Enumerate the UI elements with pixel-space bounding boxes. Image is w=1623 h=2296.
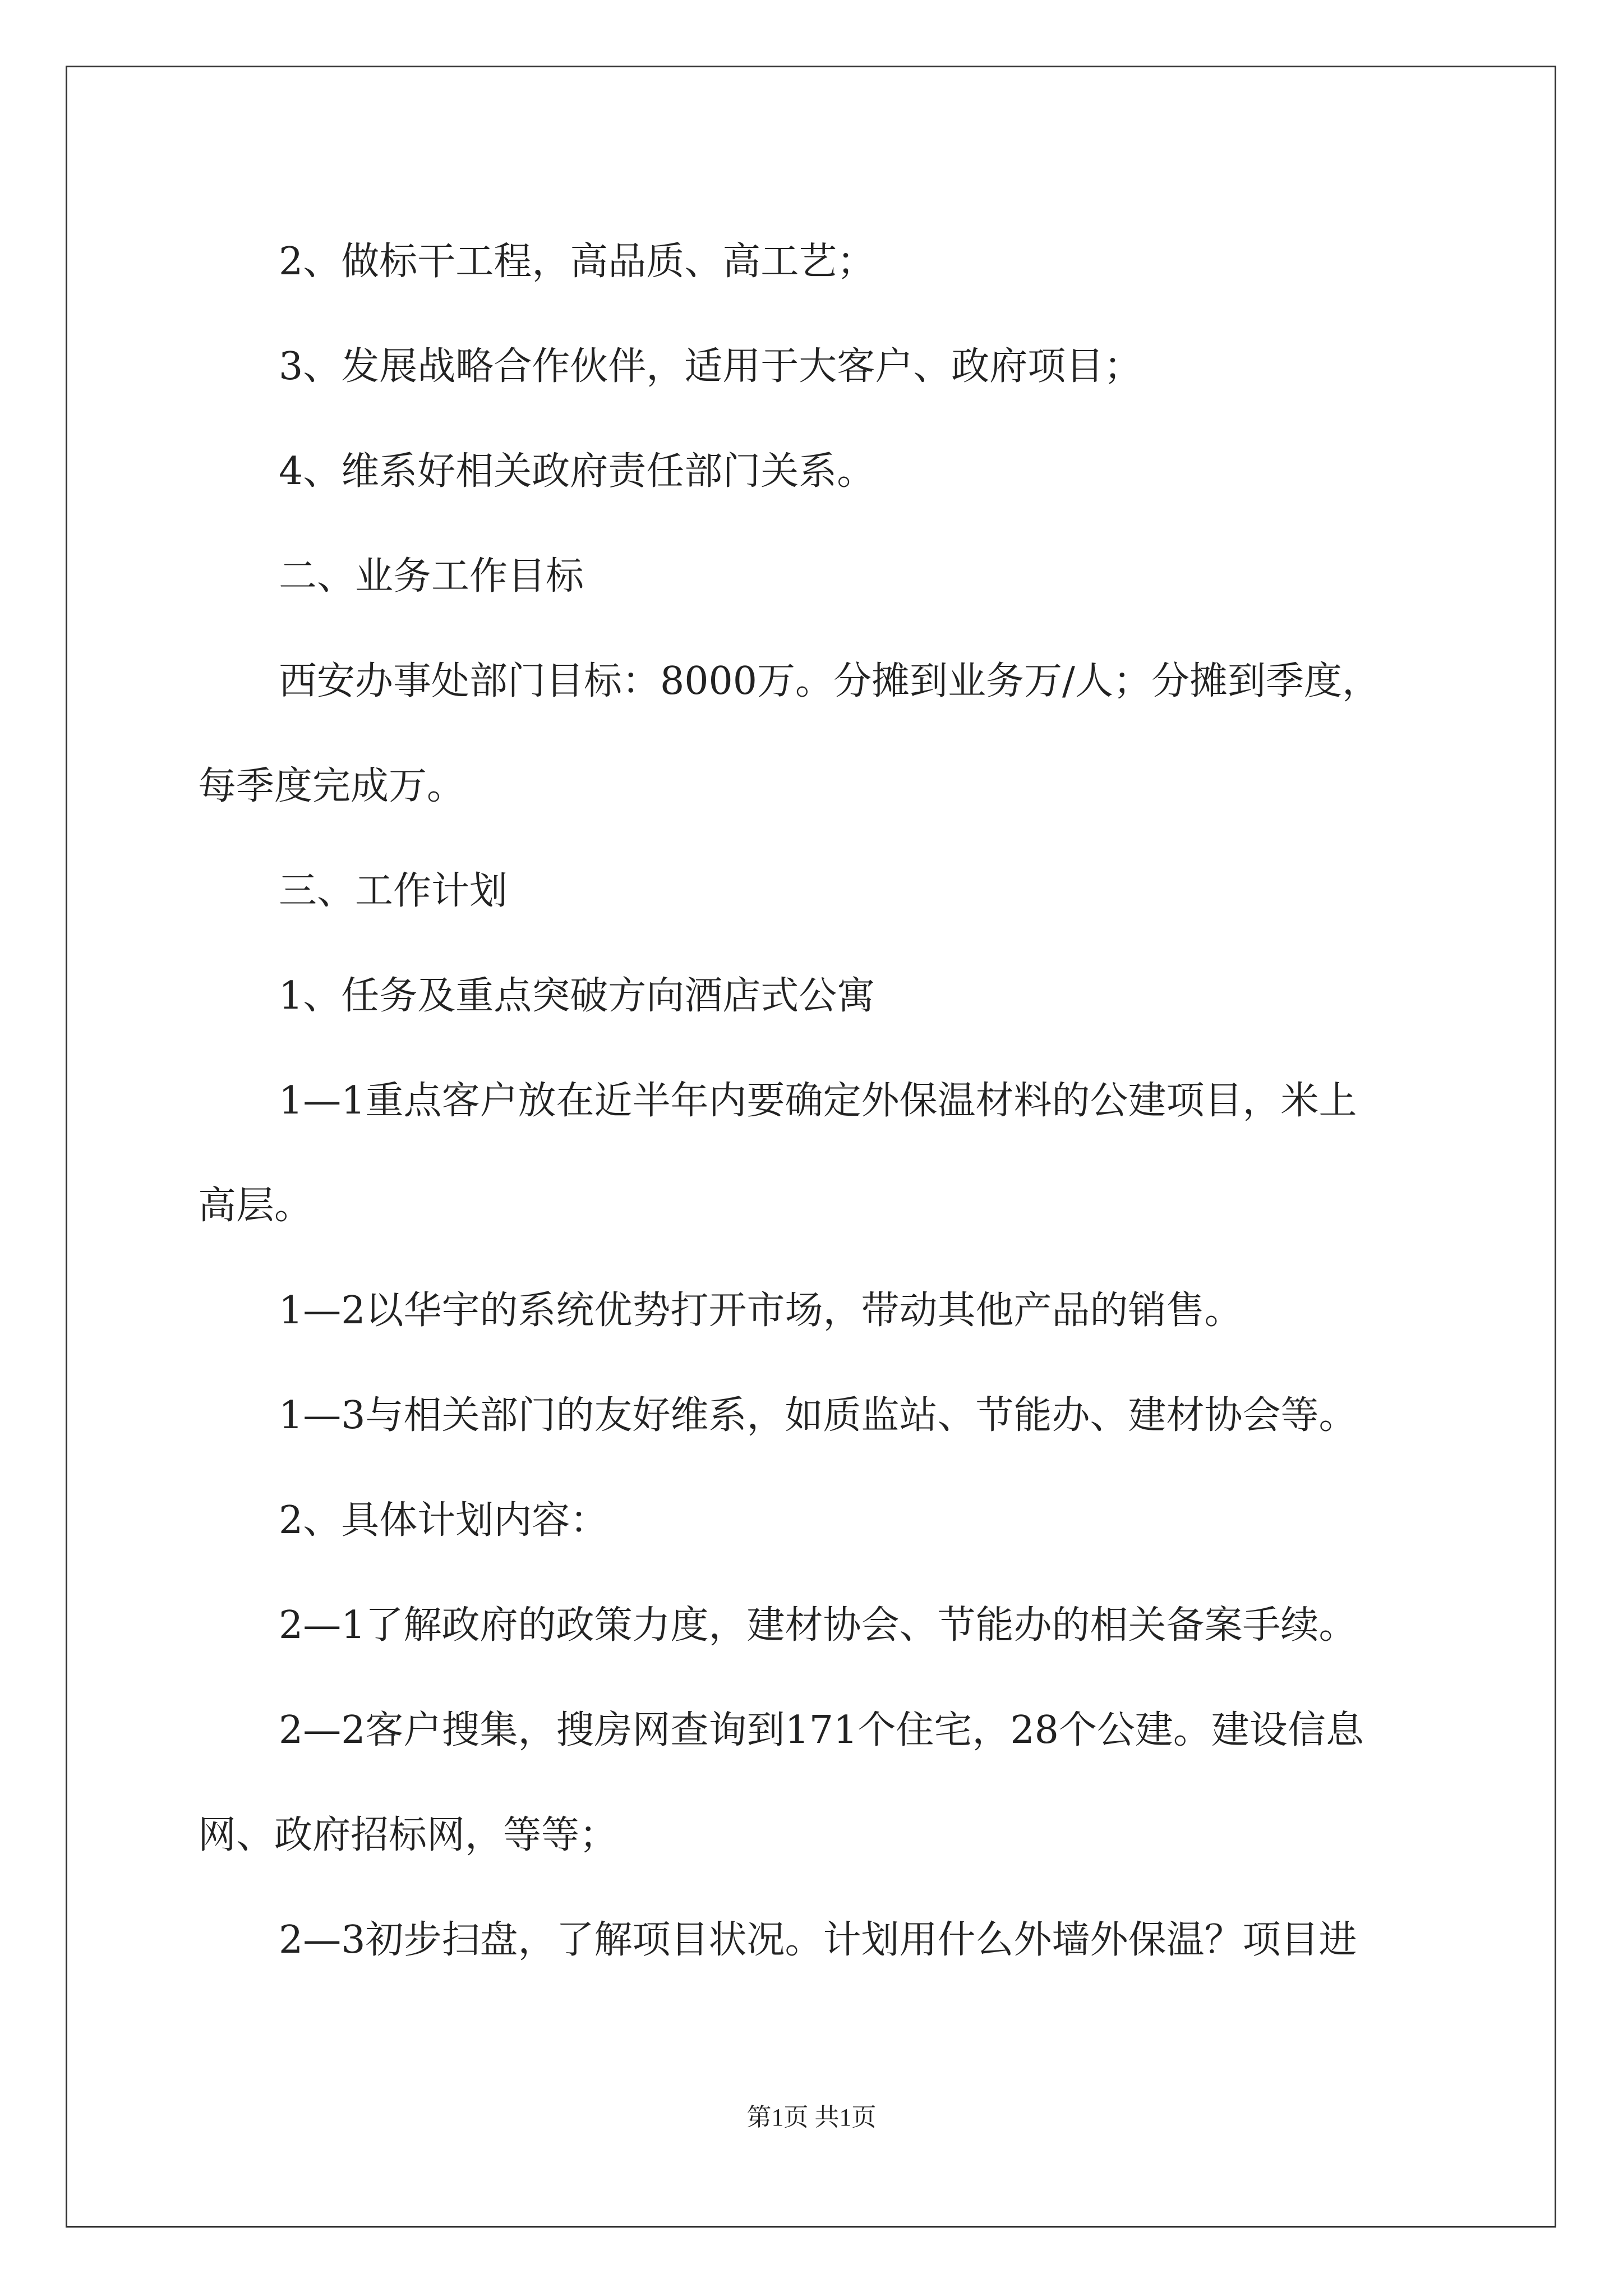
paragraph-1-2: 1—2以华宇的系统优势打开市场，带动其他产品的销售。: [279, 1289, 1243, 1333]
paragraph-2-3: 2—3初步扫盘，了解项目状况。计划用什么外墙外保温？项目进: [279, 1918, 1357, 1962]
paragraph-1-1-continued: 高层。: [198, 1184, 313, 1228]
paragraph-2-2: 2—2客户搜集，搜房网查询到171个住宅，28个公建。建设信息: [279, 1708, 1364, 1752]
section-heading-2: 二、业务工作目标: [279, 554, 584, 599]
page-number-footer: 第1页 共1页: [746, 2104, 877, 2131]
paragraph-1-1: 1—1重点客户放在近半年内要确定外保温材料的公建项目，米上: [279, 1079, 1357, 1123]
paragraph-plan: 2、具体计划内容：: [279, 1498, 608, 1543]
paragraph-goal: 西安办事处部门目标：8000万。分摊到业务万/人；分摊到季度，: [279, 659, 1380, 703]
paragraph-3: 4、维系好相关政府责任部门关系。: [279, 449, 875, 494]
paragraph-1-3: 1—3与相关部门的友好维系，如质监站、节能办、建材协会等。: [279, 1393, 1357, 1438]
paragraph-task: 1、任务及重点突破方向酒店式公寓: [279, 974, 875, 1018]
section-heading-3: 三、工作计划: [279, 869, 508, 913]
paragraph-2-2-continued: 网、政府招标网，等等；: [198, 1813, 618, 1857]
paragraph-goal-continued: 每季度完成万。: [198, 764, 465, 808]
paragraph-1: 2、做标干工程，高品质、高工艺；: [279, 240, 875, 284]
paragraph-2-1: 2—1了解政府的政策力度，建材协会、节能办的相关备案手续。: [279, 1603, 1357, 1648]
paragraph-2: 3、发展战略合作伙伴，适用于大客户、政府项目；: [279, 344, 1142, 389]
